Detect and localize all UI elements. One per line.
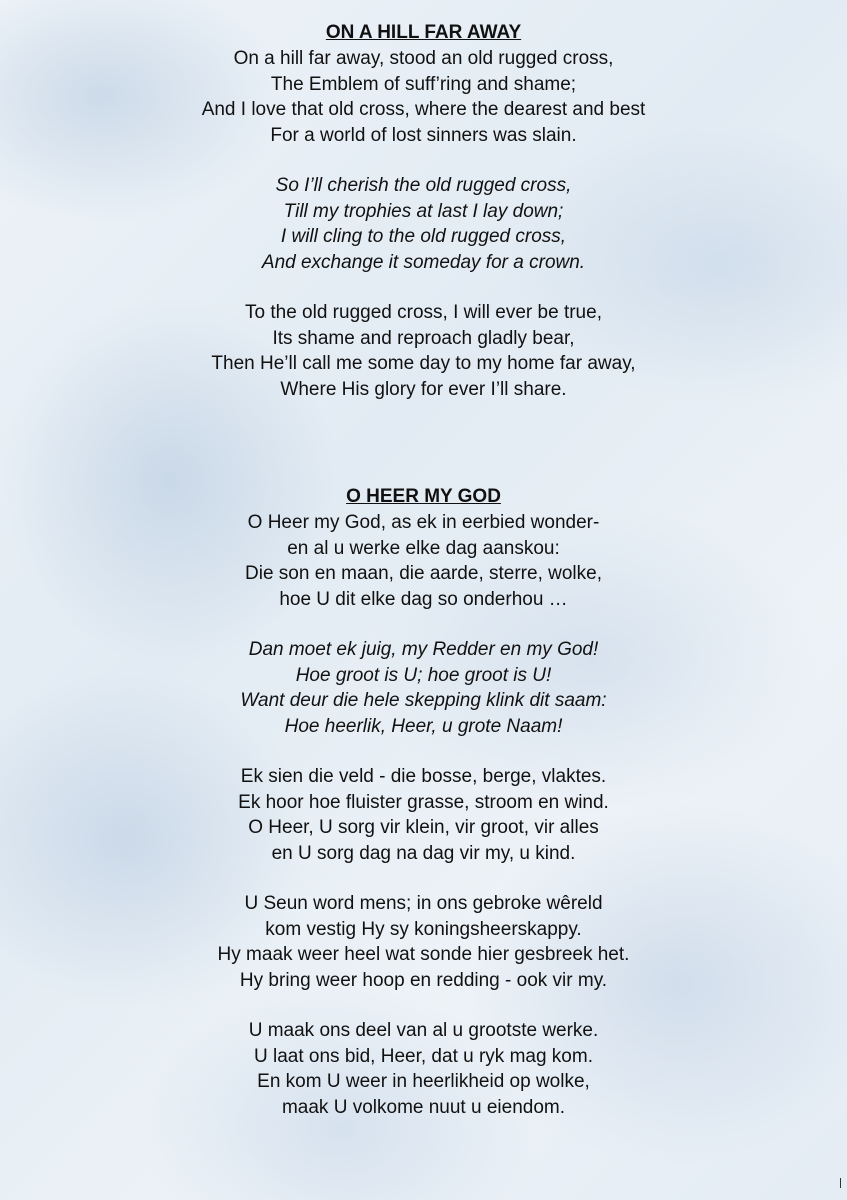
verse-line: en al u werke elke dag aanskou: xyxy=(287,537,560,559)
chorus-line: So I’ll cherish the old rugged cross, xyxy=(275,175,572,196)
verse-line: O Heer my God, as ek in eerbied wonder- xyxy=(247,512,600,533)
verse-2 xyxy=(0,764,847,866)
scan-mark xyxy=(840,1178,841,1188)
verse-line: Hy maak weer heel wat sonde hier gesbreek het. xyxy=(217,944,630,965)
verse-line: Die son en maan, die aarde, sterre, wolke, xyxy=(245,563,602,584)
verse-line: Ek sien die veld - die bosse, berge, vlaktes. xyxy=(240,766,607,787)
verse-4 xyxy=(0,1018,847,1120)
verse-line: To the old rugged cross, I will ever be true, xyxy=(245,302,602,323)
verse-3 xyxy=(0,891,847,993)
hymn-title: ON A HILL FAR AWAY xyxy=(325,22,522,43)
verse-line: hoe U dit elke dag so onderhou … xyxy=(279,588,568,610)
chorus-line: Want deur die hele skepping klink dit saam: xyxy=(240,690,607,711)
verse-line: And I love that old cross, where the dearest and best xyxy=(201,99,646,120)
chorus-line: And exchange it someday for a crown. xyxy=(261,251,586,273)
verse-line: The Emblem of suff’ring and shame; xyxy=(270,73,577,95)
chorus-line: Till my trophies at last I lay down; xyxy=(283,200,564,222)
verse-line: en U sorg dag na dag vir my, u kind. xyxy=(271,842,576,864)
verse-line: Hy bring weer hoop en redding - ook vir my. xyxy=(239,969,608,991)
verse-1 xyxy=(0,46,847,148)
chorus-line: Dan moet ek juig, my Redder en my God! xyxy=(248,639,599,660)
verse-line: O Heer, U sorg vir klein, vir groot, vir alles xyxy=(248,817,599,838)
verse-line: U maak ons deel van al u grootste werke. xyxy=(248,1020,599,1041)
verse-line: kom vestig Hy sy koningsheerskappy. xyxy=(265,918,582,940)
verse-line: For a world of lost sinners was slain. xyxy=(270,124,577,146)
hymn-title: O HEER MY GOD xyxy=(346,486,501,507)
verse-line: Then He’ll call me some day to my home far away, xyxy=(211,353,636,374)
verse-line: maak U volkome nuut u eiendom. xyxy=(281,1096,566,1118)
chorus xyxy=(0,637,847,739)
hymn-o-heer-my-god xyxy=(0,484,847,1120)
verse-2 xyxy=(0,300,847,402)
chorus xyxy=(0,173,847,275)
verse-line: Where His glory for ever I’ll share. xyxy=(280,378,567,400)
verse-line: En kom U weer in heerlikheid op wolke, xyxy=(257,1071,590,1092)
verse-line: U Seun word mens; in ons gebroke wêreld xyxy=(244,893,603,914)
hymn-on-a-hill-far-away xyxy=(0,20,847,402)
verse-1 xyxy=(0,510,847,612)
verse-line: U laat ons bid, Heer, dat u ryk mag kom. xyxy=(254,1045,593,1067)
verse-line: Its shame and reproach gladly bear, xyxy=(272,327,575,349)
chorus-line: Hoe heerlik, Heer, u grote Naam! xyxy=(284,715,563,737)
verse-line: On a hill far away, stood an old rugged cross, xyxy=(233,48,614,69)
verse-line: Ek hoor hoe fluister grasse, stroom en wind. xyxy=(238,791,609,813)
chorus-line: Hoe groot is U; hoe groot is U! xyxy=(295,664,552,686)
chorus-line: I will cling to the old rugged cross, xyxy=(280,226,567,247)
